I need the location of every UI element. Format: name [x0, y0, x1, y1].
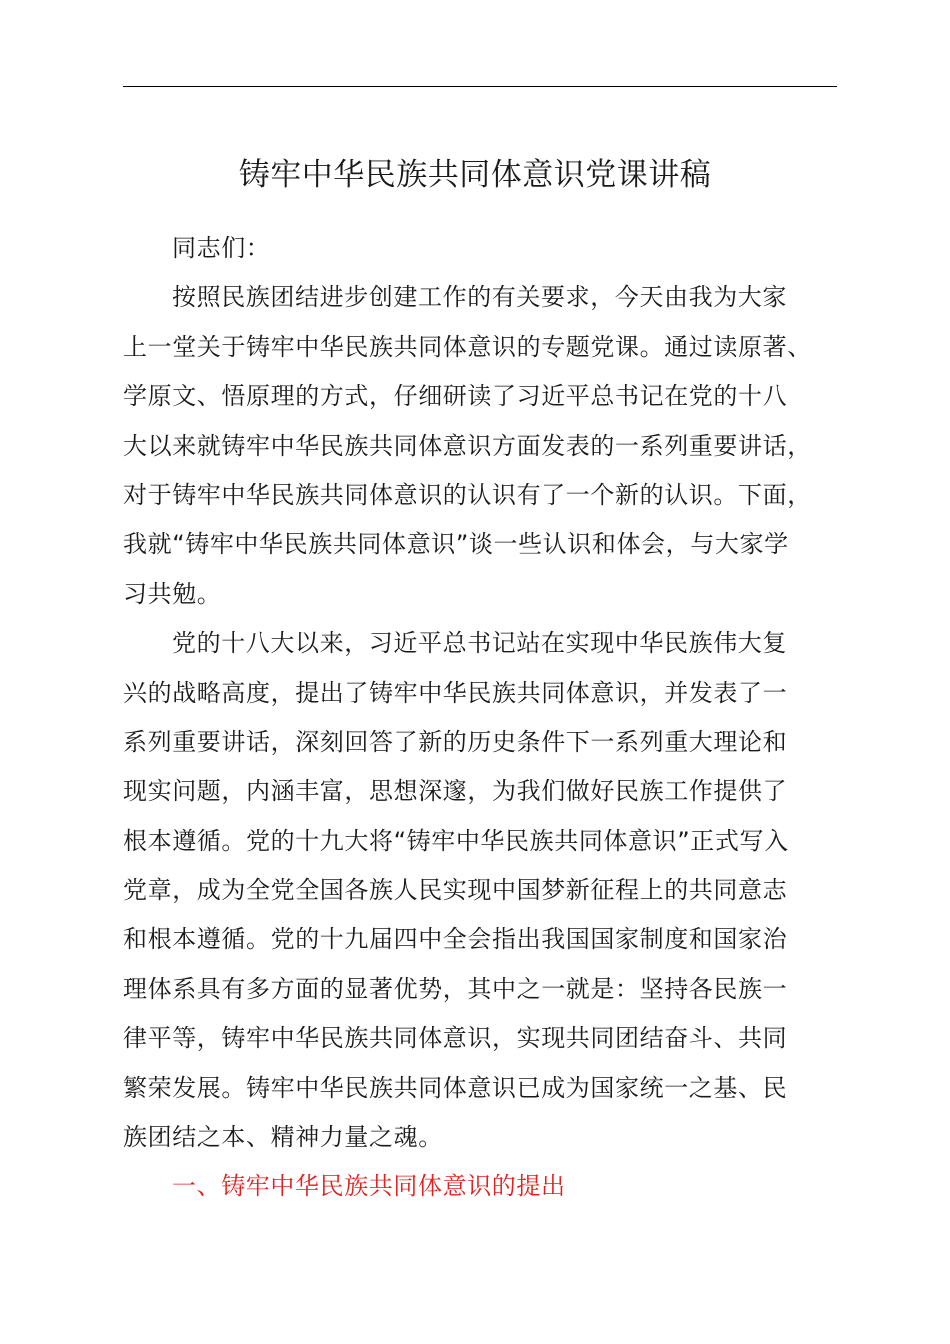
- paragraph-line: 上一堂关于铸牢中华民族共同体意识的专题党课。通过读原著、: [123, 332, 812, 361]
- paragraph-line: 理体系具有多方面的显著优势，其中之一就是：坚持各民族一: [123, 974, 788, 1003]
- section-heading: 一、铸牢中华民族共同体意识的提出: [172, 1172, 566, 1201]
- paragraph-line: 按照民族团结进步创建工作的有关要求，今天由我为大家: [172, 283, 787, 312]
- paragraph-line: 我就“铸牢中华民族共同体意识”谈一些认识和体会，与大家学: [123, 530, 789, 559]
- document-body: [123, 224, 845, 1212]
- paragraph-line: 系列重要讲话，深刻回答了新的历史条件下一系列重大理论和: [123, 727, 788, 756]
- paragraph-line: 大以来就铸牢中华民族共同体意识方面发表的一系列重要讲话，: [123, 431, 812, 460]
- paragraph-line: 和根本遵循。党的十九届四中全会指出我国国家制度和国家治: [123, 925, 788, 954]
- document-title: 铸牢中华民族共同体意识党课讲稿: [238, 157, 712, 193]
- paragraph-line: 现实问题，内涵丰富，思想深邃，为我们做好民族工作提供了: [123, 777, 788, 806]
- paragraph-line: 族团结之本、精神力量之魂。: [123, 1123, 443, 1152]
- paragraph-line: 兴的战略高度，提出了铸牢中华民族共同体意识，并发表了一: [123, 678, 788, 707]
- paragraph-line: 律平等，铸牢中华民族共同体意识，实现共同团结奋斗、共同: [123, 1024, 788, 1053]
- paragraph-line: 对于铸牢中华民族共同体意识的认识有了一个新的认识。下面，: [123, 480, 812, 509]
- paragraph-line: 党的十八大以来，习近平总书记站在实现中华民族伟大复: [172, 629, 787, 658]
- paragraph-line: 繁荣发展。铸牢中华民族共同体意识已成为国家统一之基、民: [123, 1073, 788, 1102]
- header-rule: [123, 86, 837, 87]
- paragraph-line: 学原文、悟原理的方式，仔细研读了习近平总书记在党的十八: [123, 382, 788, 411]
- paragraph-line: 习共勉。: [123, 579, 222, 608]
- paragraph-line: 根本遵循。党的十九大将“铸牢中华民族共同体意识”正式写入: [123, 826, 789, 855]
- salutation: 同志们：: [172, 234, 271, 262]
- paragraph-line: 党章，成为全党全国各族人民实现中国梦新征程上的共同意志: [123, 876, 788, 905]
